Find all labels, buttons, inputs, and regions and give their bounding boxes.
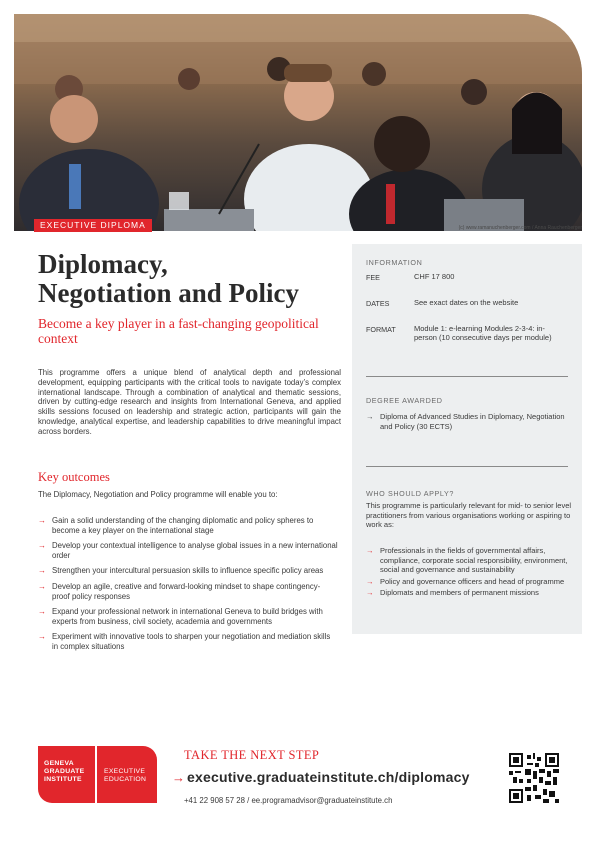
contact-line [184, 796, 392, 805]
who-intro: This programme is particularly relevant for mid- to senior level practitioners from various organisations working or aspiring to work as: [366, 501, 572, 530]
degree-value: Diploma of Advanced Studies in Diplomacy, Negotiation and Policy (30 ECTS) [380, 412, 565, 431]
format-label: FORMAT [366, 325, 396, 334]
email-link[interactable]: ee.programadvisor@graduateinstitute.ch [251, 796, 393, 805]
logo-line: EDUCATION [104, 776, 147, 783]
logo-line: GENEVA [44, 760, 74, 767]
fee-label: FEE [366, 273, 380, 282]
next-step-heading: TAKE THE NEXT STEP [184, 748, 320, 762]
intro-paragraph: This programme offers a unique blend of analytical depth and professional development, equipping participants with the critical tools to navigate today’s complex international landscape. Through a combination of analytical and thematic sessions, driven by cutting-edge research and insights from International Geneva, and applied skills sessions focused on leadership and strategic action, participants will gain the knowledge, analytical expertise, and leadership capabilities to drive meaningful impact across borders. [38, 368, 341, 436]
title-line-2: Negotiation and Policy [38, 278, 299, 308]
photo-credit: (c) www.ramanuchenberger.com / Anna Rauchenberger [458, 225, 582, 231]
conference-scene [14, 14, 582, 231]
key-outcomes-heading: Key outcomes [38, 470, 110, 484]
who-list [366, 546, 572, 600]
executive-education-logo [97, 746, 157, 803]
arrow-right-icon: → [38, 516, 46, 525]
fee-value: CHF 17 800 [414, 272, 455, 281]
page-title [38, 250, 348, 308]
arrow-right-icon: → [38, 632, 46, 642]
executive-diploma-tag: EXECUTIVE DIPLOMA [34, 219, 152, 232]
logo-line: EXECUTIVE [104, 768, 146, 775]
arrow-right-icon: → [366, 546, 374, 555]
arrow-right-icon: → [366, 412, 374, 421]
list-item [366, 588, 572, 598]
geneva-graduate-institute-logo [38, 746, 95, 803]
list-item [38, 566, 338, 576]
arrow-right-icon: → [38, 607, 46, 617]
arrow-right-icon: → [366, 576, 374, 586]
outcome-text: Strengthen your intercultural persuasion skills to influence specific policy areas [52, 566, 324, 576]
list-item [38, 582, 338, 601]
arrow-right-icon: → [38, 566, 46, 576]
divider [366, 376, 568, 377]
list-item [366, 546, 572, 575]
who-text: Professionals in the fields of governmental affairs, compliance, corporate social responsibility, environment, social and governance and sustainability [380, 546, 568, 574]
logo-line: GRADUATE [44, 768, 85, 775]
arrow-right-icon: → [38, 541, 46, 551]
dates-label: DATES [366, 299, 390, 308]
list-item [38, 632, 338, 651]
dates-value: See exact dates on the website [414, 298, 519, 307]
list-item [366, 577, 572, 587]
qr-code-icon[interactable] [509, 753, 559, 803]
outcome-text: Experiment with innovative tools to sharpen your negotiation and mediation skills in complex situations [52, 632, 331, 651]
logo-line: INSTITUTE [44, 776, 82, 783]
contact-separator: / [247, 796, 250, 805]
list-item [38, 516, 338, 535]
information-heading: INFORMATION [366, 258, 423, 267]
arrow-right-icon: → [172, 770, 185, 785]
outcome-text: Develop your contextual intelligence to analyse global issues in a new international order [52, 541, 338, 560]
subtitle: Become a key player in a fast-changing geopolitical context [38, 316, 319, 346]
who-text: Policy and governance officers and head of programme [380, 576, 565, 586]
arrow-right-icon: → [38, 581, 46, 591]
arrow-right-icon: → [366, 588, 374, 597]
list-item [38, 607, 338, 626]
hero-photo [14, 14, 582, 231]
who-text: Diplomats and members of permanent missions [380, 588, 539, 597]
key-outcomes-intro: The Diplomacy, Negotiation and Policy programme will enable you to: [38, 490, 278, 499]
format-value: Module 1: e-learning Modules 2-3-4: in-person (10 consecutive days per module) [414, 324, 552, 343]
key-outcomes-list [38, 516, 338, 658]
outcome-text: Gain a solid understanding of the changing diplomatic and policy spheres to become a key player on the international stage [52, 516, 314, 535]
phone-number[interactable]: +41 22 908 57 28 [184, 796, 245, 805]
who-heading: WHO SHOULD APPLY? [366, 489, 454, 498]
degree-heading: DEGREE AWARDED [366, 396, 443, 405]
degree-awarded [366, 412, 566, 431]
outcome-text: Develop an agile, creative and forward-looking mindset to shape contingency-proof policy responses [52, 581, 321, 601]
list-item [38, 541, 338, 560]
divider [366, 466, 568, 467]
outcome-text: Expand your professional network in international Geneva to build bridges with experts from business, civil society, academia and governments [52, 607, 323, 626]
programme-url-link[interactable]: executive.graduateinstitute.ch/diplomacy [187, 769, 470, 785]
title-line-1: Diplomacy, [38, 249, 168, 279]
